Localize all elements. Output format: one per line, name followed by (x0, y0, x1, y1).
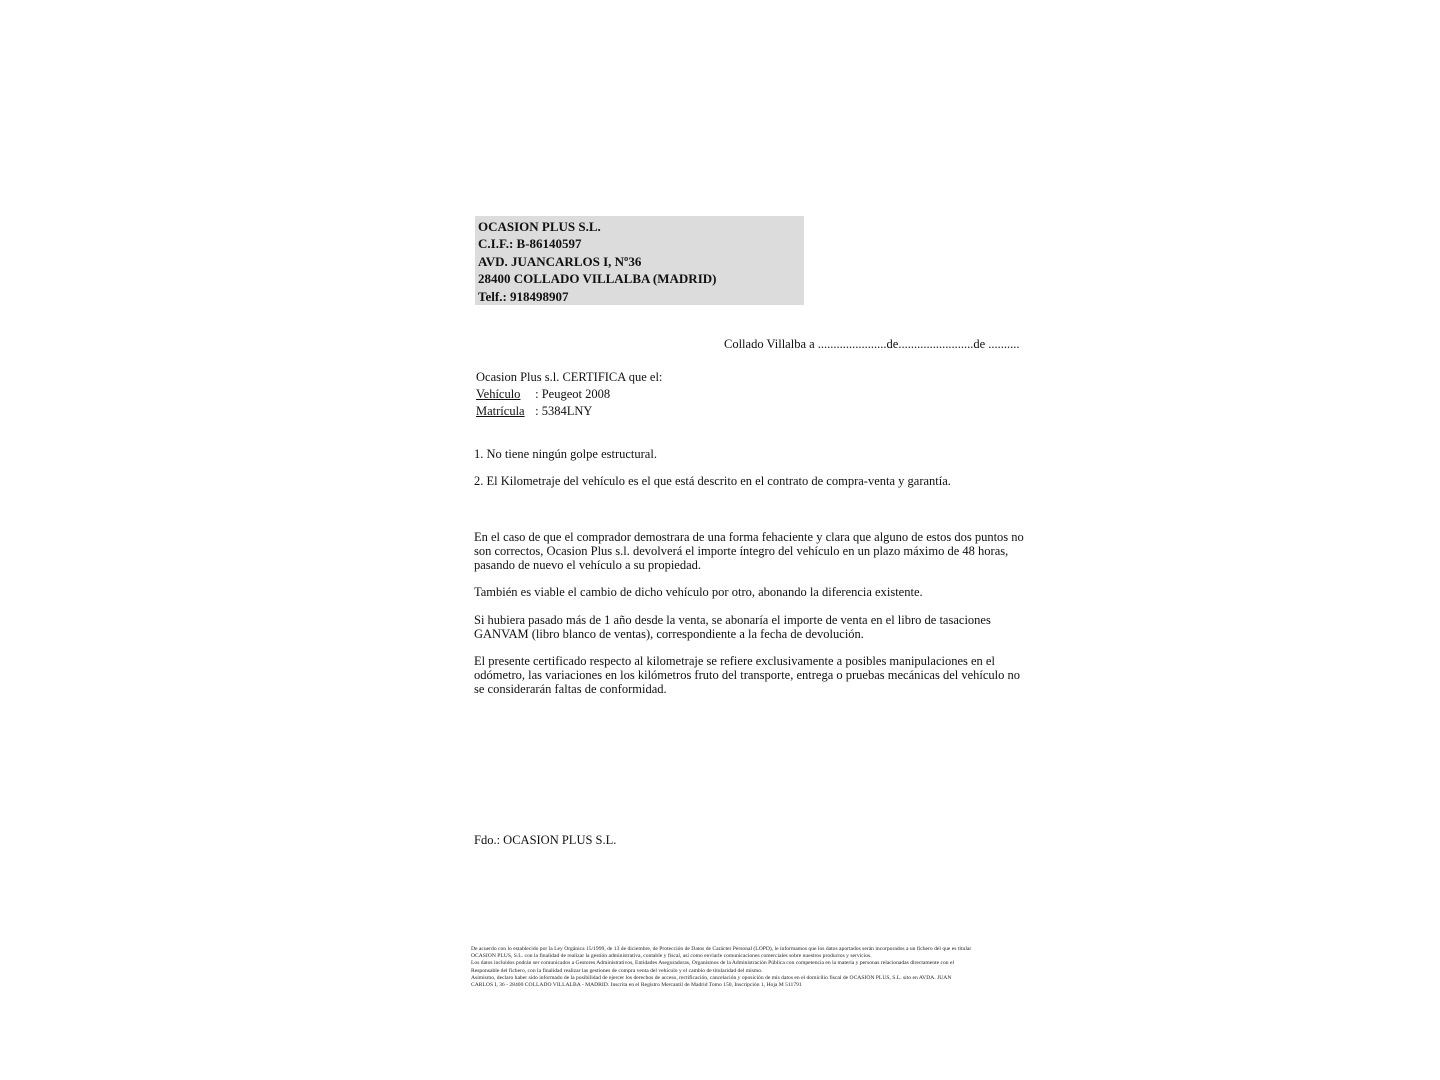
vehicle-label: Vehículo (476, 387, 521, 401)
legal-line: De acuerdo con lo establecido por la Ley Orgánica 15/1999, de 13 de diciembre, de Protección de Datos de Carácter Personal (LOPD), le informamos que los datos aportados serán incorporados a un fichero del que es titular (471, 946, 972, 952)
company-name: OCASION PLUS S.L. (478, 219, 601, 234)
point-mileage: 2. El Kilometraje del vehículo es el que está descrito en el contrato de compra-venta y garantía. (474, 474, 951, 488)
legal-line: Responsable del fichero, con la finalidad realizar las gestiones de compra venta del vehículo y el cambio de titularidad del mismo. (471, 967, 763, 974)
paragraph-odometer: El presente certificado respecto al kilometraje se refiere exclusivamente a posibles manipulaciones en el odómetro, las variaciones en los kilómetros fruto del transporte, entrega o pruebas mecánicas del vehículo no se considerarán faltas de conformidad. (474, 654, 1021, 696)
legal-line: Los datos incluidos podrán ser comunicados a Gestores Administrativos, Entidades Aseguradoras, Organismos de la Administración Pública con competencia en la materia y personas relacionadas directamente con el (471, 960, 954, 967)
company-cif: C.I.F.: B-86140597 (478, 236, 582, 252)
legal-notice (471, 946, 1027, 989)
paragraph-exchange: También es viable el cambio de dicho vehículo por otro, abonando la diferencia existente. (474, 585, 923, 599)
company-city: 28400 COLLADO VILLALBA (MADRID) (478, 271, 717, 287)
plate-row (476, 403, 662, 420)
company-header-box (475, 216, 804, 305)
point-structural: 1. No tiene ningún golpe estructural. (474, 447, 657, 461)
vehicle-value: : Peugeot 2008 (535, 387, 611, 401)
company-phone: Telf.: 918498907 (478, 288, 569, 304)
certification-intro: Ocasion Plus s.l. CERTIFICA que el: (476, 370, 663, 384)
legal-line: Asimismo, declaro haber sido informado de la posibilidad de ejercer los derechos de acceso, rectificación, cancelación y oposición de mis datos en el domicilio fiscal de OCASIÓN PLUS, S.L. sito en AVDA. JUAN (471, 974, 952, 981)
paragraph-ganvam: Si hubiera pasado más de 1 año desde la venta, se abonaría el importe de venta en el libro de tasaciones GANVAM (libro blanco de ventas), correspondiente a la fecha de devolución. (474, 613, 991, 641)
plate-label: Matrícula (476, 404, 525, 418)
certification-block (476, 369, 662, 420)
plate-value: : 5384LNY (535, 404, 593, 418)
legal-line: OCASION PLUS, S.L. con la finalidad de realizar la gestión administrativa, contable y fiscal, así como enviarle comunicaciones comerciales sobre nuestros productos y servicios. (471, 953, 872, 960)
signature-line: Fdo.: OCASION PLUS S.L. (474, 833, 617, 847)
legal-line: CARLOS I, 36 - 28400 COLLADO VILLALBA - MADRID. Inscrita en el Registro Mercantil de Madrid Tomo 150, Inscripción 1, Hoja M 511791 (471, 982, 802, 989)
paragraph-refund: En el caso de que el comprador demostrara de una forma fehaciente y clara que alguno de estos dos puntos no son correctos, Ocasion Plus s.l. devolverá el importe íntegro del vehículo en un plazo máximo de 48 horas, pasando de nuevo el vehículo a su propiedad. (474, 530, 1024, 572)
company-address: AVD. JUANCARLOS I, Nº36 (478, 253, 642, 269)
place-date-line: Collado Villalba a ......................de........................de .......... (724, 337, 1020, 351)
vehicle-row (476, 386, 662, 403)
